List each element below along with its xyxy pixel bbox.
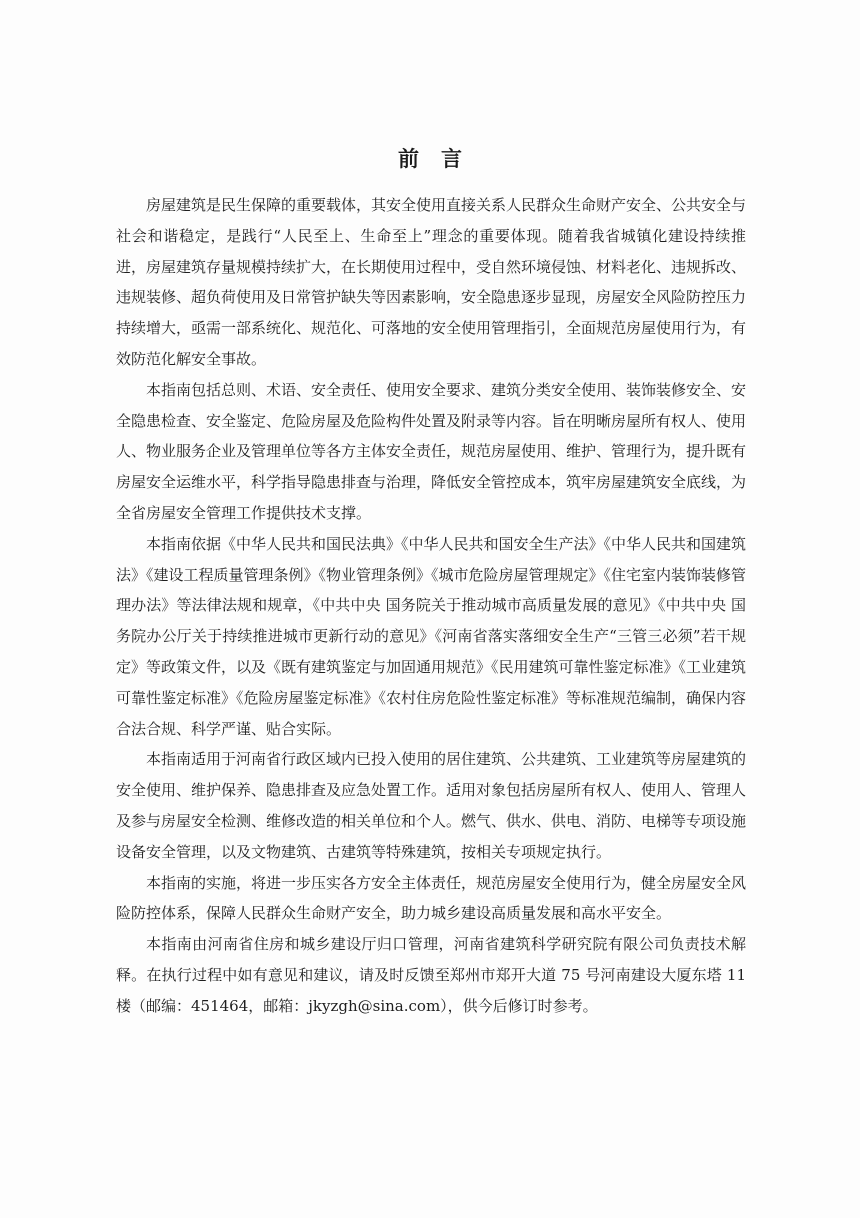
paragraph-scope: 本指南适用于河南省行政区域内已投入使用的居住建筑、公共建筑、工业建筑等房屋建筑的安全使用、维护保养、隐患排查及应急处置工作。适用对象包括房屋所有权人、使用人、管理人及参与房屋安全检测、维修改造的相关单位和个人。燃气、供水、供电、消防、电梯等专项设施设备安全管理，以及文物建筑、古建筑等特殊建筑，按相关专项规定执行。 — [116, 750, 747, 861]
paragraph-implementation: 本指南的实施，将进一步压实各方安全主体责任，规范房屋安全使用行为，健全房屋安全风险防控体系，保障人民群众生命财产安全，助力城乡建设高质量发展和高水平安全。 — [116, 873, 747, 923]
paragraph-purpose: 房屋建筑是民生保障的重要载体，其安全使用直接关系人民群众生命财产安全、公共安全与社会和谐稳定，是践行“人民至上、生命至上”理念的重要体现。随着我省城镇化建设持续推进，房屋建筑存量规模持续扩大，在长期使用过程中，受自然环境侵蚀、材料老化、违规拆改、违规装修、超负荷使用及日常管护缺失等因素影响，安全隐患逐步显现，房屋安全风险防控压力持续增大，亟需一部系统化、规范化、可落地的安全使用管理指引，全面规范房屋使用行为，有效防范化解安全事故。 — [116, 196, 747, 368]
page-title: 前言 — [398, 147, 484, 171]
paragraph-legal-basis: 本指南依据《中华人民共和国民法典》《中华人民共和国安全生产法》《中华人民共和国建筑法》《建设工程质量管理条例》《物业管理条例》《城市危险房屋管理规定》《住宅室内装饰装修管理办法》等法律法规和规章，《中共中央 国务院关于推动城市高质量发展的意见》《中共中央 国务院办公厅关于持续推进城市更新行动的意见》《河南省落实落细安全生产“三管三必须”若干规定》等政策文件，以及《既有建筑鉴定与加固通用规范》《民用建筑可靠性鉴定标准》《工业建筑可靠性鉴定标准》《危险房屋鉴定标准》《农村住房危险性鉴定标准》等标准规范编制，确保内容合法合规、科学严谨、贴合实际。 — [116, 534, 747, 738]
paragraph-contents: 本指南包括总则、术语、安全责任、使用安全要求、建筑分类安全使用、装饰装修安全、安全隐患检查、安全鉴定、危险房屋及危险构件处置及附录等内容。旨在明晰房屋所有权人、使用人、物业服务企业及管理单位等各方主体安全责任，规范房屋使用、维护、管理行为，提升既有房屋安全运维水平，科学指导隐患排查与治理，降低安全管控成本，筑牢房屋建筑安全底线，为全省房屋安全管理工作提供技术支撑。 — [116, 380, 747, 522]
document-body — [116, 190, 746, 1022]
paragraph-contact: 本指南由河南省住房和城乡建设厅归口管理，河南省建筑科学研究院有限公司负责技术解释。在执行过程中如有意见和建议，请及时反馈至郑州市郑开大道 75 号河南建设大厦东塔 11 楼（邮编：451464，邮箱：jkyzgh@sina.com），供今后修订时参考。 — [116, 935, 746, 1015]
